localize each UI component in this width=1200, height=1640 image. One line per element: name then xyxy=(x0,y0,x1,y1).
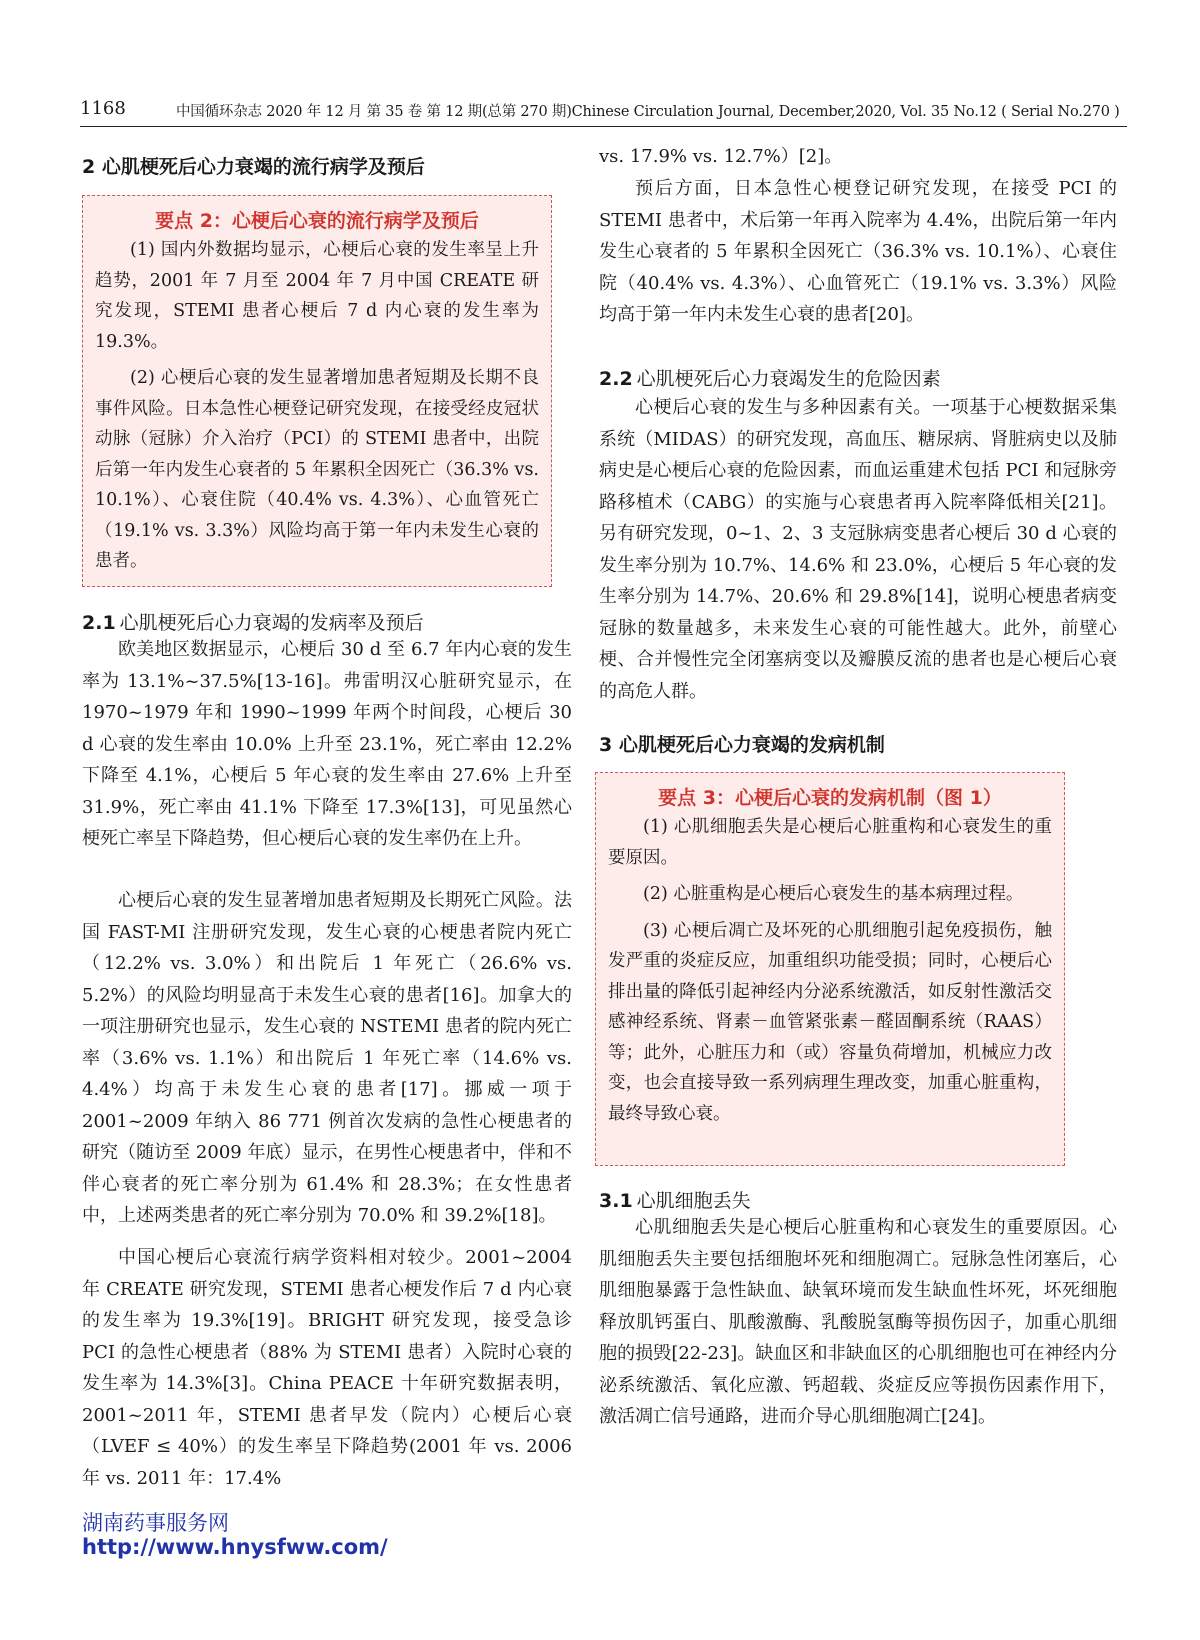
section-3-heading: 3 心肌梗死后心力衰竭的发病机制 xyxy=(599,734,885,756)
paragraph-cell-loss: 心肌细胞丢失是心梗后心脏重构和心衰发生的重要原因。心肌细胞丢失主要包括细胞坏死和细胞凋亡。冠脉急性闭塞后，心肌细胞暴露于急性缺血、缺氧环境而发生缺血性坏死，坏死细胞释放肌钙蛋白、肌酸激酶、乳酸脱氢酶等损伤因子，加重心肌细胞的损毁[22-23]。缺血区和非缺血区的心肌细胞也可在神经内分泌系统激活、氧化应激、钙超载、炎症反应等损伤因素作用下，激活凋亡信号通路，进而介导心肌细胞凋亡[24]。 xyxy=(599,1217,1117,1427)
paragraph-2-1-c: 中国心梗后心衰流行病学资料相对较少。2001~2004 年 CREATE 研究发现，STEMI 患者心梗发作后 7 d 内心衰的发生率为 19.3%[19]。BRIGHT 研究发现，接受急诊 PCI 的急性心梗患者（88% 为 STEMI 患者）入院时心衰的发生率为 14.3%[3]。China PEACE 十年研究数据表明，2001~2011 年，STEMI 患者早发（院内）心梗后心衰（LVEF ≤ 40%）的发生率呈下降趋势(2001 年 vs. 2006 年 vs. 2011 年：17.4% xyxy=(82,1247,572,1489)
section-3-1-number: 3.1 xyxy=(599,1190,633,1212)
paragraph-2-1-b: 心梗后心衰的发生显著增加患者短期及长期死亡风险。法国 FAST-MI 注册研究发现，发生心衰的心梗患者院内死亡（12.2% vs. 3.0%）和出院后 1 年死亡（26.6% vs. 5.2%）的风险均明显高于未发生心衰的患者[16]。加拿大的一项注册研究也显示，发生心衰的 NSTEMI 患者的院内死亡率（3.6% vs. 1.1%）和出院后 1 年死亡率（14.6% vs. 4.4%）均高于未发生心衰的患者[17]。挪威一项于 2001~2009 年纳入 86 771 例首次发病的急性心梗患者的研究（随访至 2009 年底）显示，在男性心梗患者中，伴和不伴心衰者的死亡率分别为 61.4% 和 28.3%；在女性患者中，上述两类患者的死亡率分别为 70.0% 和 39.2%[18]。 xyxy=(82,890,572,1226)
paragraph-risk-factors: 心梗后心衰的发生与多种因素有关。一项基于心梗数据采集系统（MIDAS）的研究发现，高血压、糖尿病、肾脏病史以及肺病史是心梗后心衰的危险因素，而血运重建术包括 PCI 和冠脉旁路移植术（CABG）的实施与心衰患者再入院率降低相关[21]。另有研究发现，0~1、2、3 支冠脉病变患者心梗后 30 d 心衰的发生率分别为 10.7%、14.6% 和 23.0%，心梗后 5 年心衰的发生率分别为 14.7%、20.6% 和 29.8%[14]，说明心梗患者病变冠脉的数量越多，未来发生心衰的可能性越大。此外，前壁心梗、合并慢性完全闭塞病变以及瓣膜反流的患者也是心梗后心衰的高危人群。 xyxy=(599,397,1117,702)
key-point-3-item-3: (3) 心梗后凋亡及坏死的心肌细胞引起免疫损伤，触发严重的炎症反应，加重组织功能受损；同时，心梗后心排出量的降低引起神经内分泌系统激活，如反射性激活交感神经系统、肾素－血管紧张素－醛固酮系统（RAAS）等；此外，心脏压力和（或）容量负荷增加，机械应力改变，也会直接导致一系列病理生理改变，加重心脏重构，最终导致心衰。 xyxy=(608,920,1052,1124)
key-point-3-item-1: (1) 心肌细胞丢失是心梗后心脏重构和心衰发生的重要原因。 xyxy=(608,817,1052,868)
section-2-2-number: 2.2 xyxy=(599,368,633,390)
paragraph-2-1-a: 欧美地区数据显示，心梗后 30 d 至 6.7 年内心衰的发生率为 13.1%~37.5%[13-16]。弗雷明汉心脏研究显示，在 1970~1979 年和 1990~1999 年两个时间段，心梗后 30 d 心衰的发生率由 10.0% 上升至 23.1%，死亡率由 12.2% 下降至 4.1%，心梗后 5 年心衰的发生率由 27.6% 上升至 31.9%，死亡率由 41.1% 下降至 17.3%[13]，可见虽然心梗死亡率呈下降趋势，但心梗后心衰的发生率仍在上升。 xyxy=(82,639,572,849)
page-number: 1168 xyxy=(80,98,126,119)
section-2-2-title: 心肌梗死后心力衰竭发生的危险因素 xyxy=(636,368,941,390)
key-point-3-item-2: (2) 心脏重构是心梗后心衰发生的基本病理过程。 xyxy=(643,884,1024,904)
key-point-2-item-2: (2) 心梗后心衰的发生显著增加患者短期及长期不良事件风险。日本急性心梗登记研究发现，在接受经皮冠状动脉（冠脉）介入治疗（PCI）的 STEMI 患者中，出院后第一年内发生心衰者的 5 年累积全因死亡（36.3% vs. 10.1%）、心衰住院（40.4% vs. 4.3%）、心血管死亡（19.1% vs. 3.3%）风险均高于第一年内未发生心衰的患者。 xyxy=(95,368,539,571)
watermark-site-name: 湖南药事服务网 xyxy=(82,1511,229,1535)
section-2-1-heading xyxy=(82,608,572,635)
paragraph-prognosis: 预后方面，日本急性心梗登记研究发现，在接受 PCI 的 STEMI 患者中，术后第一年再入院率为 4.4%，出院后第一年内发生心衰者的 5 年累积全因死亡（36.3% vs. 10.1%）、心衰住院（40.4% vs. 4.3%）、心血管死亡（19.1% vs. 3.3%）风险均高于第一年内未发生心衰的患者[20]。 xyxy=(599,178,1117,325)
key-point-box-2 xyxy=(82,195,552,587)
key-point-3-title: 要点 3：心梗后心衰的发病机制（图 1） xyxy=(658,787,1002,809)
section-3-1-heading xyxy=(599,1186,1089,1213)
section-2-1-number: 2.1 xyxy=(82,612,116,634)
section-2-1-title: 心肌梗死后心力衰竭的发病率及预后 xyxy=(119,612,424,634)
key-point-box-3 xyxy=(595,772,1065,1166)
section-2-2-heading xyxy=(599,364,1089,391)
key-point-2-item-1: (1) 国内外数据均显示，心梗后心衰的发生率呈上升趋势，2001 年 7 月至 2004 年 7 月中国 CREATE 研究发现，STEMI 患者心梗后 7 d 内心衰的发生率为 19.3%。 xyxy=(95,240,539,352)
section-2-heading: 2 心肌梗死后心力衰竭的流行病学及预后 xyxy=(82,156,425,178)
paragraph-continuation: vs. 17.9% vs. 12.7%）[2]。 xyxy=(599,146,843,167)
watermark-url[interactable]: http://www.hnysfww.com/ xyxy=(82,1535,388,1559)
header-rule xyxy=(80,126,1127,127)
key-point-2-title: 要点 2：心梗后心衰的流行病学及预后 xyxy=(155,210,479,232)
section-3-1-title: 心肌细胞丢失 xyxy=(636,1190,751,1212)
running-header: 中国循环杂志 2020 年 12 月 第 35 卷 第 12 期(总第 270 期)Chinese Circulation Journal, December,2020, Vol. 35 No.12 ( Serial No.270 ) xyxy=(176,104,1120,120)
